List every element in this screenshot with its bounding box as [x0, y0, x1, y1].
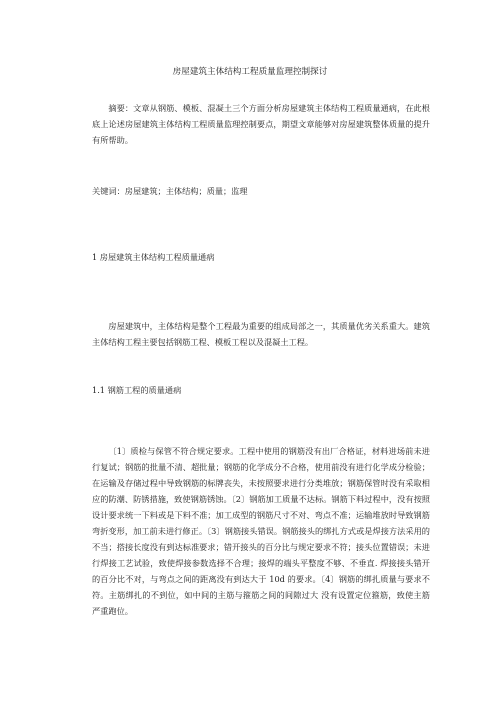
document-title: 房屋建筑主体结构工程质量监理控制探讨 — [172, 67, 328, 77]
keywords-line: 关键词：房屋建筑；主体结构；质量；监理 — [92, 186, 248, 196]
section-1-1-body-paragraph: 〔1〕质检与保管不符合规定要求。工程中使用的钢筋没有出厂合格证，材料进场前未进行复试；钢筋的批量不清、超批量；钢筋的化学成分不合格，使用前没有进行化学成分检验；在运输及存储过程中导致钢筋的标牌丧失，未按照要求进行分类堆放；钢筋保管时没有采取相应的防潮、防锈措施，致使钢筋锈蚀。〔2〕钢筋加工质量不达标。钢筋下料过程中，没有按照设计要求统一下料或是下料不准；加工成型的钢筋尺寸不对、弯点不准；运输堆放时导致钢筋弯折变形，加工前未进行修正。〔3〕钢筋接头错误。钢筋接头的绑扎方式或是焊接方法采用的不当；搭接长度没有到达标准要求；错开接头的百分比与规定要求不符；接头位置错误；未进行焊接工艺试验，致使焊接参数选择不合理；接焊的端头平整度不够、不垂直. 焊接接头错开的百分比不对，与弯点之间的距离没有到达大于 10d 的要求。〔4〕钢筋的绑扎质量与要求不符。主筋绑扎的不到位，如中间的主筋与箍筋之间的间隙过大 没有设置定位箍筋，致使主筋严重跑位。 — [92, 446, 430, 616]
section-1-1-heading: 1.1 钢筋工程的质量通病 — [92, 385, 182, 395]
abstract-paragraph: 摘要：文章从钢筋、模板、混凝土三个方面分析房屋建筑主体结构工程质量通病，在此根底上论述房屋建筑主体结构工程质量监理控制要点，期望文章能够对房屋建筑整体质量的提升有所帮助。 — [92, 103, 430, 145]
section-1-heading: 1 房屋建筑主体结构工程质量通病 — [92, 252, 215, 262]
section-1-intro-paragraph: 房屋建筑中，主体结构是整个工程最为重要的组成局部之一，其质量优劣关系重大。建筑主体结构工程主要包括钢筋工程、模板工程以及混凝土工程。 — [92, 321, 430, 347]
